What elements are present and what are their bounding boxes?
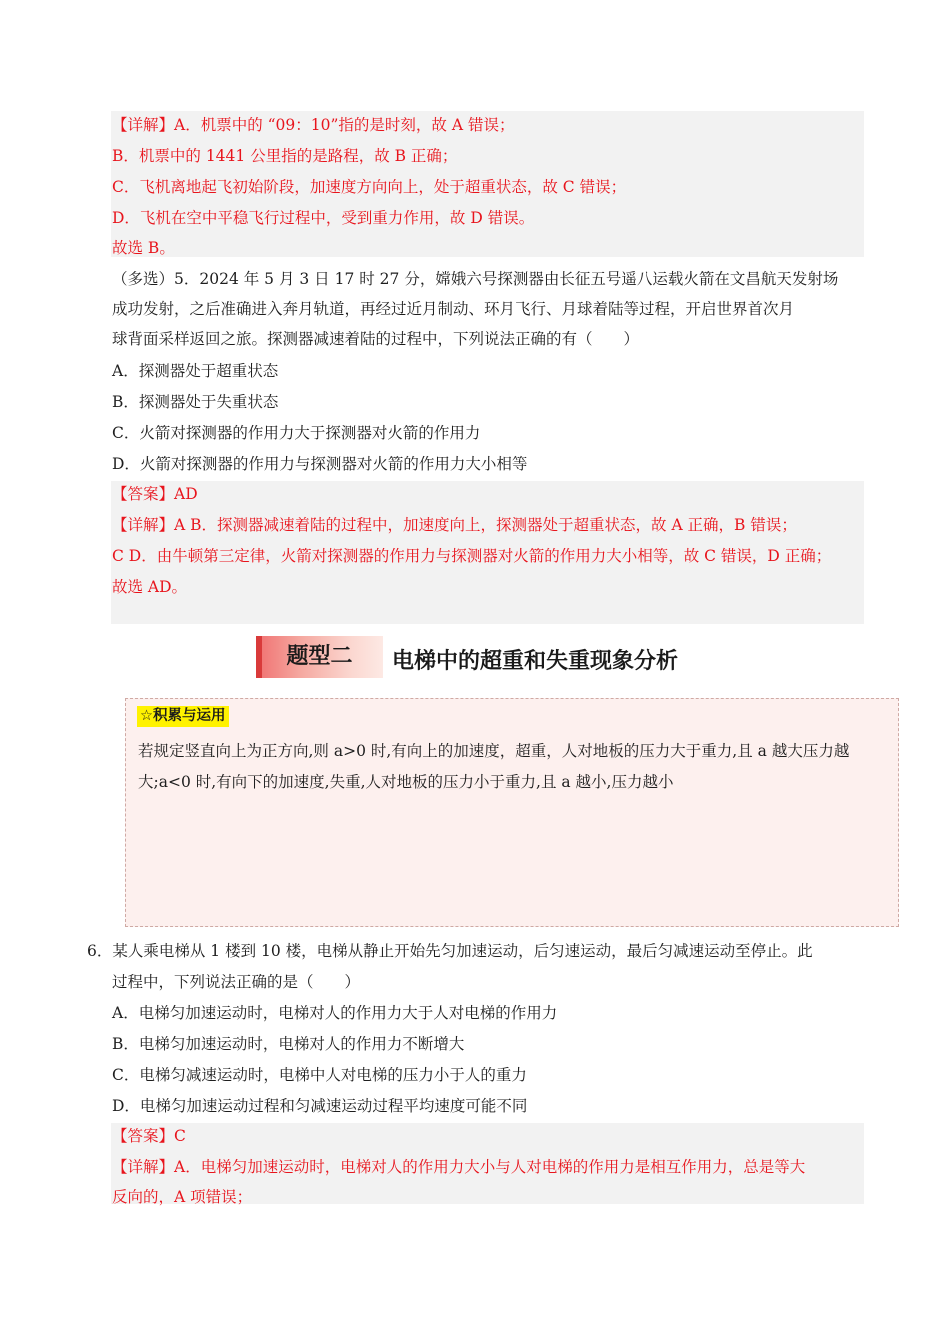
section-label: 题型二	[286, 644, 353, 669]
explain-line: 【详解】A B．探测器减速着陆的过程中，加速度向上，探测器处于超重状态，故 A 正确，B 错误；	[112, 516, 797, 534]
explain-line: D．飞机在空中平稳飞行过程中，受到重力作用，故 D 错误。	[112, 209, 535, 227]
explain-line: C．飞机离地起飞初始阶段，加速度方向向上，处于超重状态，故 C 错误；	[112, 178, 627, 196]
option-b: B．电梯匀加速运动时，电梯对人的作用力不断增大	[112, 1035, 465, 1053]
tip-line: 若规定竖直向上为正方向,则 a>0 时,有向上的加速度，超重，人对地板的压力大于重力,且 a 越大压力越	[138, 742, 850, 760]
question-stem: 球背面采样返回之旅。探测器减速着陆的过程中，下列说法正确的有（ ）	[112, 330, 640, 348]
answer-text: 【答案】C	[112, 1127, 186, 1145]
explain-line: 【详解】A．机票中的 “09：10”指的是时刻，故 A 错误；	[112, 116, 515, 134]
question-stem: （多选）5．2024 年 5 月 3 日 17 时 27 分，嫦娥六号探测器由长征五号遥八运载火箭在文昌航天发射场	[112, 270, 839, 288]
question-stem: 6．某人乘电梯从 1 楼到 10 楼，电梯从静止开始先匀加速运动，后匀速运动，最后匀减速运动至停止。此	[87, 942, 813, 960]
answer-text: 【答案】AD	[112, 485, 198, 503]
option-c: C．火箭对探测器的作用力大于探测器对火箭的作用力	[112, 424, 481, 442]
explain-line: C D．由牛顿第三定律，火箭对探测器的作用力与探测器对火箭的作用力大小相等，故 C 错误，D 正确；	[112, 547, 832, 565]
option-d: D．电梯匀加速运动过程和匀减速运动过程平均速度可能不同	[112, 1097, 528, 1115]
explain-line: 【详解】A．电梯匀加速运动时，电梯对人的作用力大小与人对电梯的作用力是相互作用力，总是等大	[112, 1158, 806, 1176]
option-b: B．探测器处于失重状态	[112, 393, 279, 411]
question-stem: 过程中，下列说法正确的是（ ）	[112, 973, 361, 991]
explain-line: 故选 B。	[112, 239, 175, 257]
tip-tag: ☆积累与运用	[137, 706, 229, 727]
option-a: A．探测器处于超重状态	[112, 362, 279, 380]
explain-line: 故选 AD。	[112, 578, 188, 596]
option-d: D．火箭对探测器的作用力与探测器对火箭的作用力大小相等	[112, 455, 528, 473]
question-stem: 成功发射，之后准确进入奔月轨道，再经过近月制动、环月飞行、月球着陆等过程，开启世界首次月	[112, 300, 795, 318]
section-label-band	[256, 636, 383, 678]
tip-line: 大;a<0 时,有向下的加速度,失重,人对地板的压力小于重力,且 a 越小,压力越小	[138, 773, 674, 791]
section-title: 电梯中的超重和失重现象分析	[392, 649, 679, 674]
tip-box	[125, 698, 899, 927]
option-c: C．电梯匀减速运动时，电梯中人对电梯的压力小于人的重力	[112, 1066, 527, 1084]
explain-line: B．机票中的 1441 公里指的是路程，故 B 正确；	[112, 147, 458, 165]
option-a: A．电梯匀加速运动时，电梯对人的作用力大于人对电梯的作用力	[112, 1004, 558, 1022]
explain-line: 反向的，A 项错误；	[112, 1188, 253, 1206]
